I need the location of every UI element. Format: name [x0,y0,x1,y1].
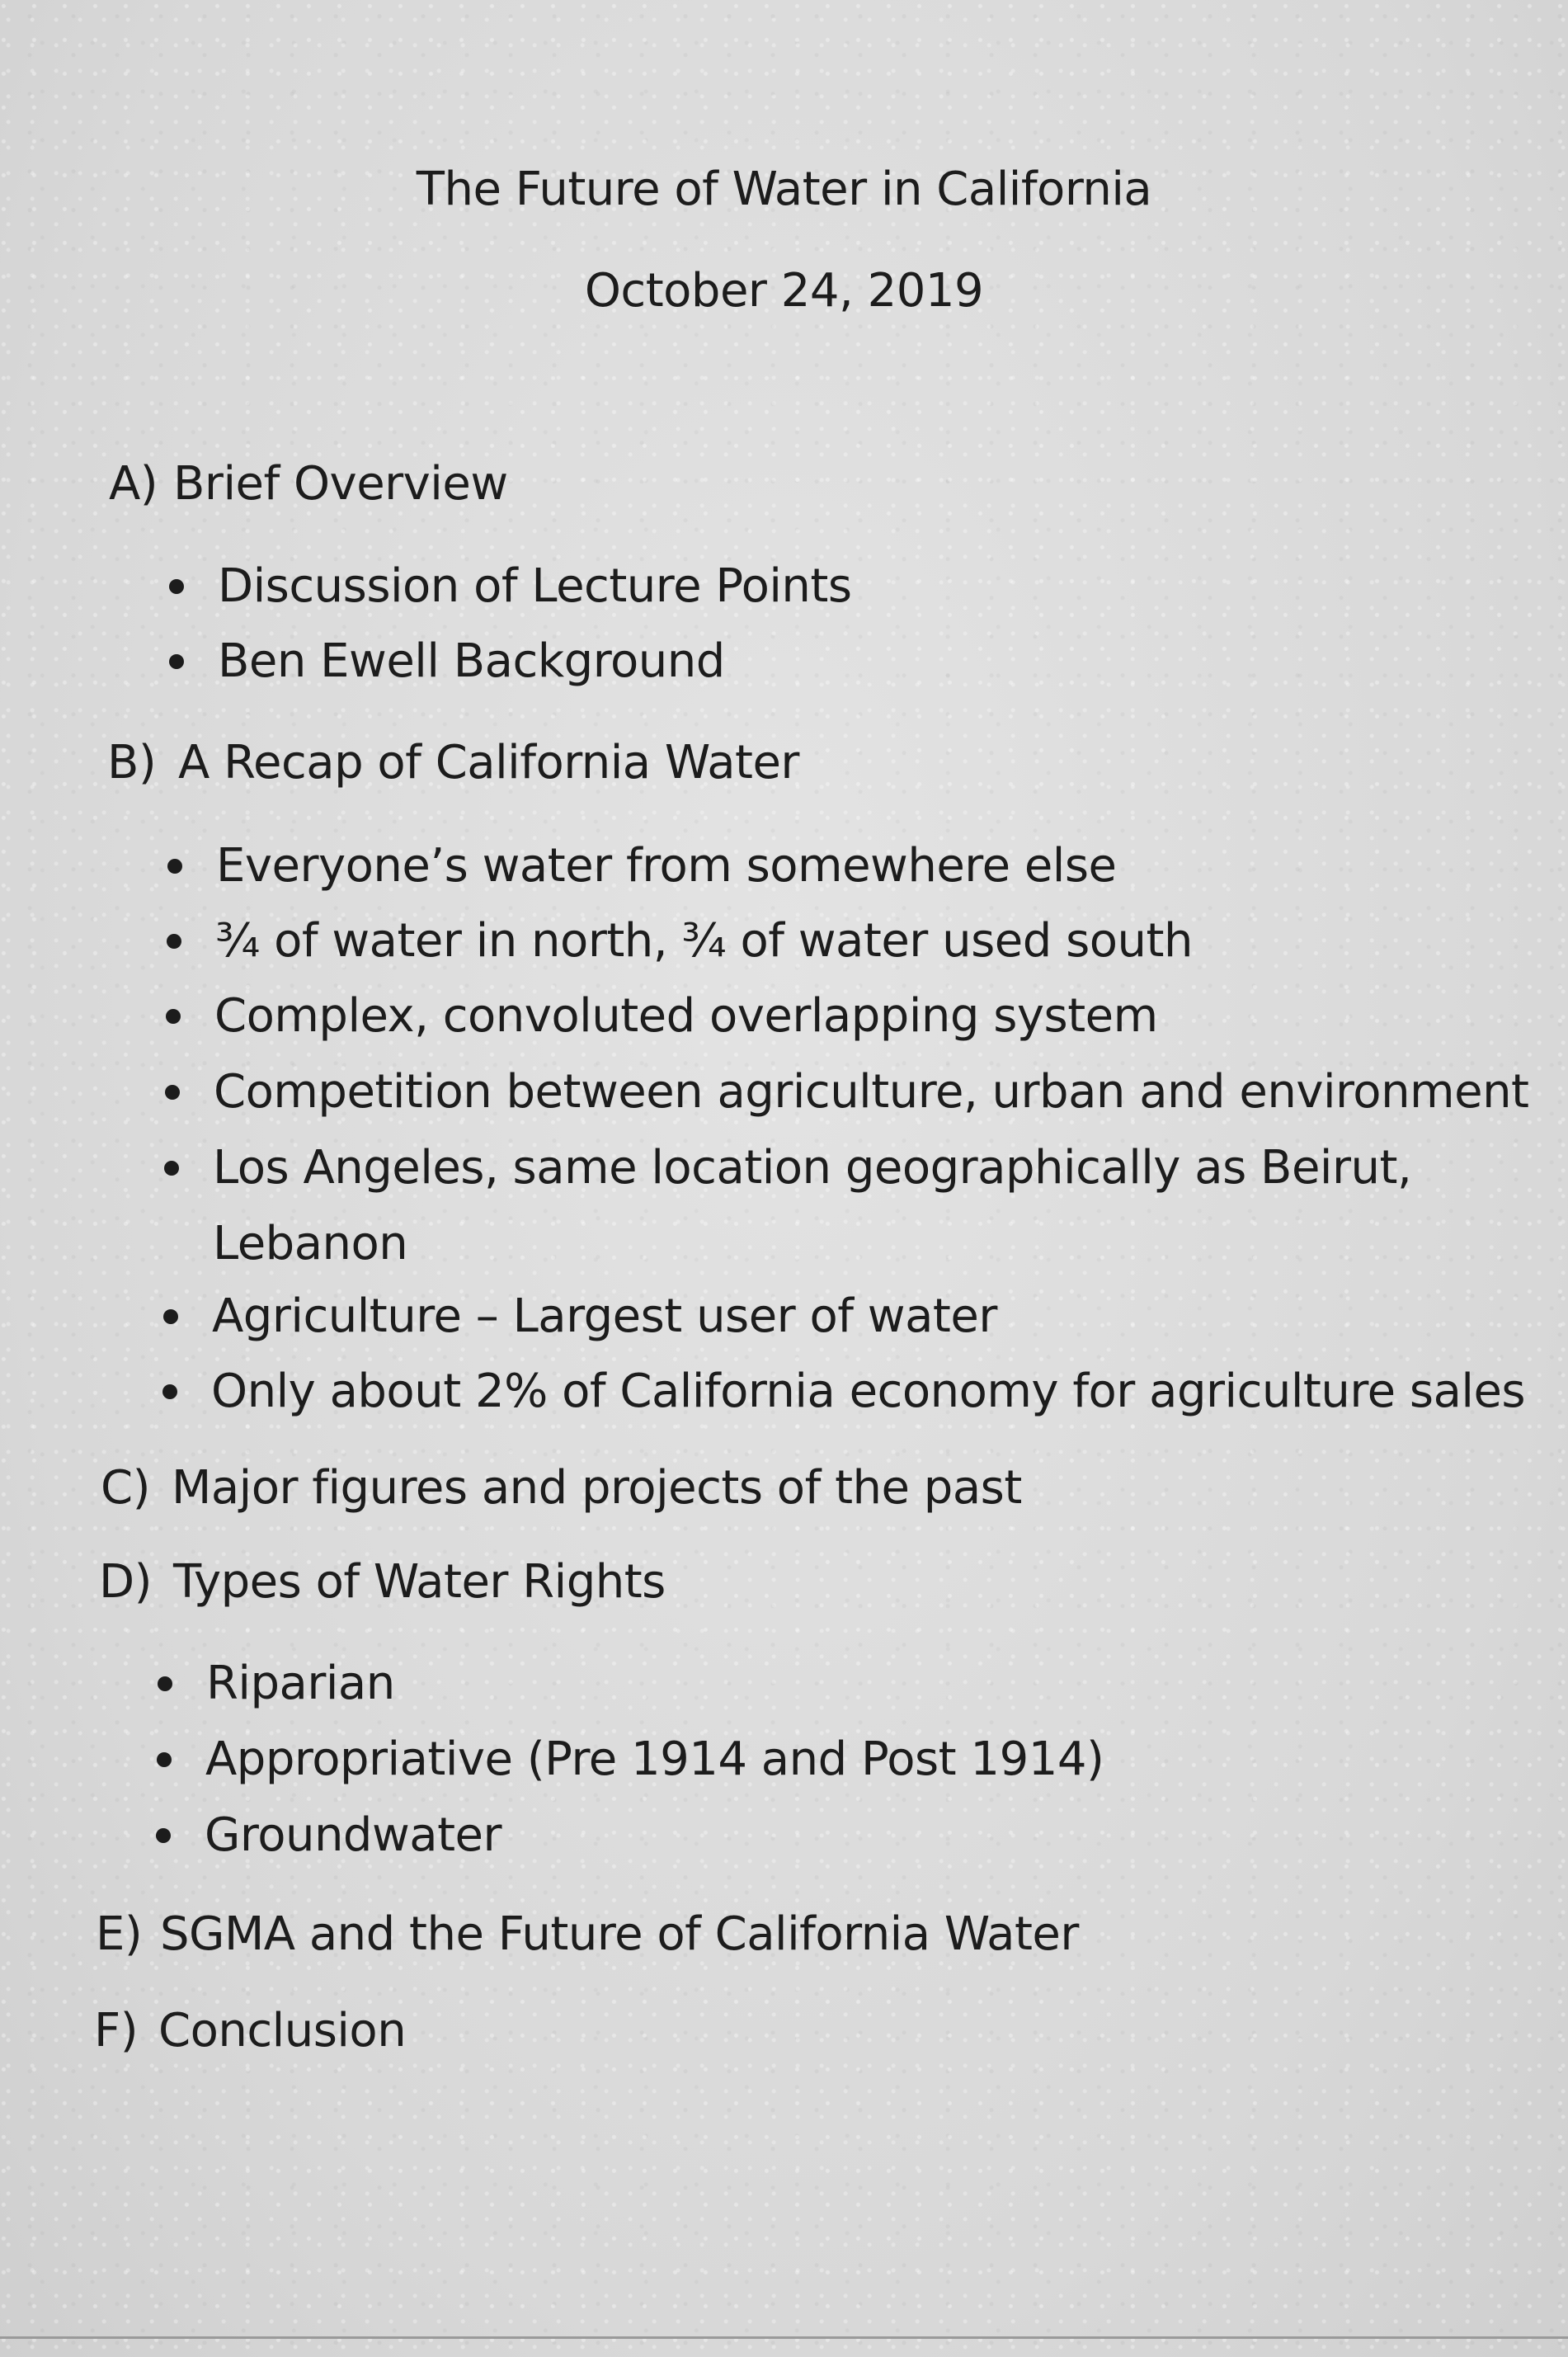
list-item-text: ¾ of water in north, ¾ of water used south [215,914,1193,968]
section-marker: F) [94,2004,139,2058]
bullet-dot [163,1309,178,1324]
list-item-text: Only about 2% of California economy for agriculture sales [211,1365,1526,1418]
bullet-dot [169,579,184,594]
bullet-dot [164,1161,179,1176]
list-item-line: Los Angeles, same location geographically as Beirut, [213,1141,1412,1195]
section-heading: SGMA and the Future of California Water [160,1907,1079,1961]
list-item-text: Complex, convoluted overlapping system [214,989,1158,1043]
section-marker: B) [107,736,157,790]
bullet-dot [169,654,184,669]
page-bottom-edge [0,2336,1568,2339]
section-heading: Major figures and projects of the past [172,1461,1022,1515]
list-item-text: Groundwater [205,1808,502,1862]
section-marker: C) [101,1461,150,1515]
section-marker: A) [109,457,158,511]
list-item-text: Discussion of Lecture Points [218,559,852,613]
section-b [107,734,799,792]
document-date: October 24, 2019 [584,264,984,318]
section-heading: A Recap of California Water [178,736,799,790]
list-item-text: Everyone’s water from somewhere else [216,839,1117,893]
section-a [109,455,508,513]
bullet-dot [156,1828,171,1843]
list-item-text: Riparian [206,1657,395,1710]
list-item-continuation: Lebanon [213,1217,408,1270]
section-heading: Types of Water Rights [173,1555,666,1609]
bullet-dot [166,1009,181,1024]
section-marker: D) [99,1555,152,1609]
section-heading: Brief Overview [173,457,508,511]
list-item-text: Competition between agriculture, urban and environment [214,1065,1529,1119]
list-item-text: Ben Ewell Background [218,634,725,688]
bullet-dot [162,1384,177,1399]
list-item-text: Appropriative (Pre 1914 and Post 1914) [205,1732,1104,1786]
list-item-text: Agriculture – Largest user of water [212,1289,997,1343]
bullet-dot [165,1085,180,1100]
section-marker: E) [96,1907,143,1961]
section-heading: Conclusion [158,2004,407,2058]
bullet-dot [167,934,181,949]
document-title: The Future of Water in California [416,163,1152,216]
bullet-dot [167,859,182,874]
bullet-dot [157,1752,172,1767]
list-item-text [213,1139,1411,1273]
section-f [94,2002,406,2060]
section-e [96,1906,1079,1963]
section-c [101,1459,1022,1517]
section-d [99,1553,666,1611]
bullet-dot [158,1676,172,1691]
